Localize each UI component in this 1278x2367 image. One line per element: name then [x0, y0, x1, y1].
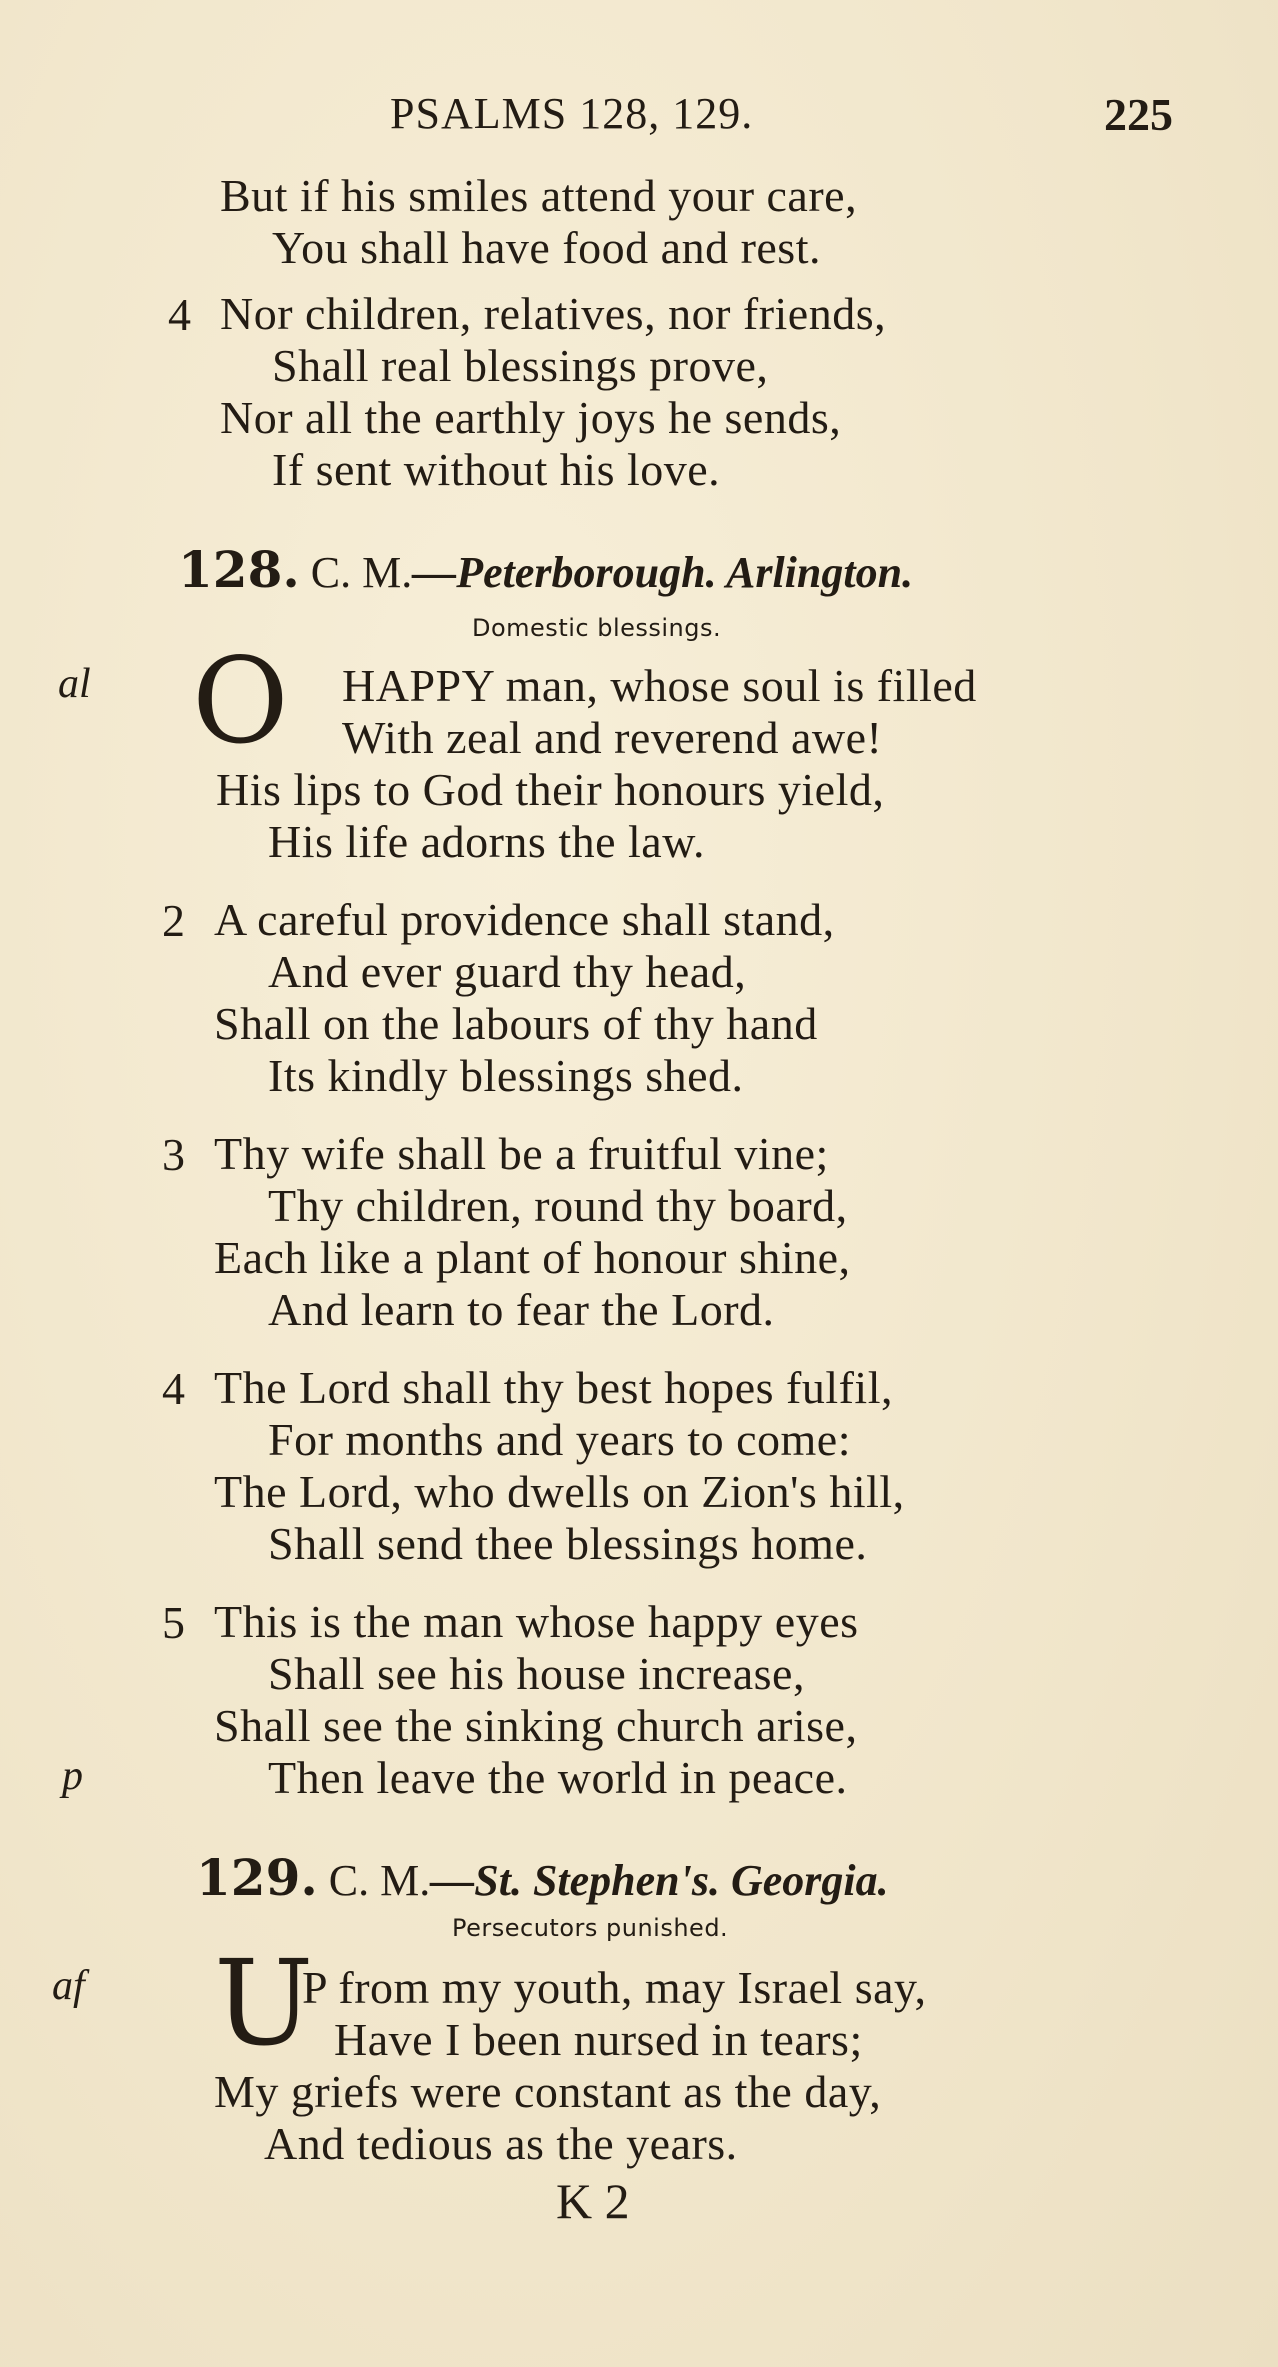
verse-line: For months and years to come:	[268, 1414, 852, 1465]
verse-line: Have I been nursed in tears;	[334, 2014, 863, 2065]
verse-line: A careful providence shall stand,	[214, 894, 835, 945]
verse-line: His life adorns the law.	[268, 816, 705, 867]
verse-number: 2	[162, 895, 185, 946]
verse-number: 4	[168, 289, 191, 340]
hymn-meter: C. M.	[310, 548, 413, 597]
verse-number: 5	[162, 1597, 185, 1648]
verse-line: My griefs were constant as the day,	[214, 2066, 882, 2117]
verse-number: 4	[162, 1363, 185, 1414]
hymn-number: 128.	[178, 540, 300, 599]
verse-line: If sent without his love.	[272, 444, 721, 495]
verse-line: His lips to God their honours yield,	[216, 764, 885, 815]
verse-line: Shall on the labours of thy hand	[214, 998, 818, 1049]
signature-mark: K 2	[556, 2173, 630, 2229]
drop-cap: O	[192, 632, 289, 770]
verse-line: This is the man whose happy eyes	[214, 1596, 859, 1647]
verse-line: Nor all the earthly joys he sends,	[220, 392, 842, 443]
margin-mark: af	[52, 1963, 85, 2009]
page-number: 225	[1104, 89, 1173, 140]
drop-cap: U	[214, 1934, 314, 2072]
hymn-129-heading	[196, 1848, 889, 1907]
verse-line: Then leave the world in peace.	[268, 1752, 848, 1803]
hymn-128-heading	[178, 540, 913, 599]
verse-line: Shall send thee blessings home.	[268, 1518, 868, 1569]
hymn-tunes: —St. Stephen's. Georgia.	[430, 1856, 889, 1905]
hymn-tunes: —Peterborough. Arlington.	[412, 548, 914, 597]
verse-line: Shall see the sinking church arise,	[214, 1700, 858, 1751]
verse-line: The Lord shall thy best hopes fulfil,	[214, 1362, 893, 1413]
margin-mark: al	[58, 661, 91, 707]
hymn-subtitle: Domestic blessings.	[472, 614, 722, 642]
verse-line: Each like a plant of honour shine,	[214, 1232, 851, 1283]
verse-line: Nor children, relatives, nor friends,	[220, 288, 887, 339]
verse-line: You shall have food and rest.	[272, 222, 821, 273]
verse-line: And tedious as the years.	[264, 2118, 738, 2169]
verse-line: Shall real blessings prove,	[272, 340, 769, 391]
running-header-title: PSALMS 128, 129.	[390, 89, 754, 138]
verse-line: And learn to fear the Lord.	[268, 1284, 775, 1335]
verse-line: P from my youth, may Israel say,	[302, 1962, 927, 2013]
verse-line: But if his smiles attend your care,	[220, 170, 858, 221]
verse-line: HAPPY man, whose soul is filled	[342, 660, 977, 711]
verse-line: Its kindly blessings shed.	[268, 1050, 744, 1101]
hymn-meter: C. M.	[328, 1856, 431, 1905]
verse-line: Thy children, round thy board,	[268, 1180, 848, 1231]
margin-mark: p	[62, 1753, 83, 1799]
verse-line: The Lord, who dwells on Zion's hill,	[214, 1466, 905, 1517]
verse-line: With zeal and reverend awe!	[342, 712, 883, 763]
verse-line: Thy wife shall be a fruitful vine;	[214, 1128, 829, 1179]
verse-number: 3	[162, 1129, 185, 1180]
hymn-number: 129.	[196, 1848, 318, 1907]
hymn-subtitle: Persecutors punished.	[452, 1914, 729, 1942]
verse-line: Shall see his house increase,	[268, 1648, 805, 1699]
verse-line: And ever guard thy head,	[268, 946, 747, 997]
